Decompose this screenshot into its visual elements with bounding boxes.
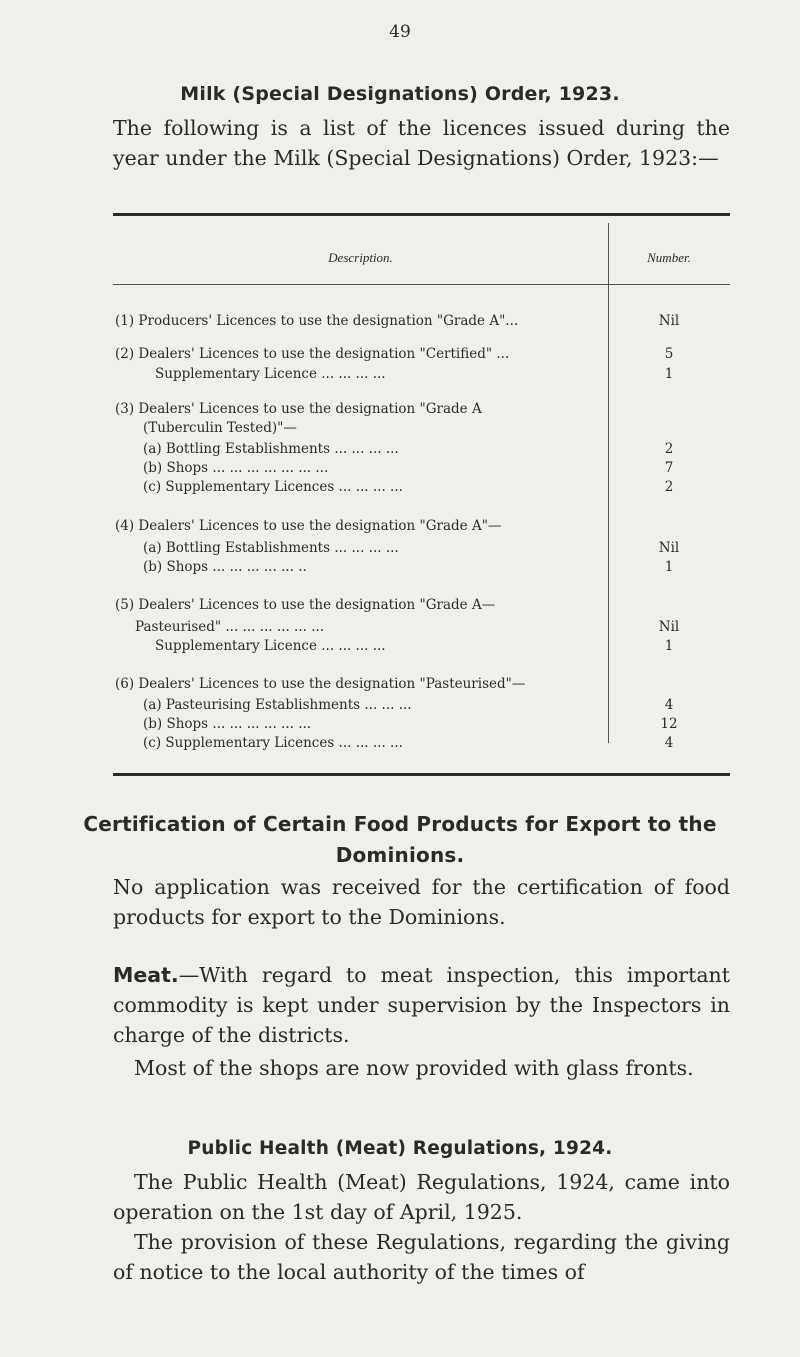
row-number: Nil [658, 540, 680, 556]
table-row [113, 638, 730, 658]
row-number: 7 [664, 460, 674, 476]
regulations-paragraph-2: The provision of these Regulations, regarding the giving of notice to the local authority of the times of [113, 1230, 730, 1284]
table-row [113, 420, 730, 440]
row-number: 2 [664, 441, 674, 457]
row-number: 1 [664, 559, 674, 575]
row-description: (Tuberculin Tested)"— [143, 420, 297, 436]
export-certification-heading-line1: Certification of Certain Food Products for Export to the [83, 812, 717, 836]
row-description: Supplementary Licence ... ... ... ... [155, 638, 386, 654]
table-header-rule [113, 284, 730, 285]
export-certification-heading-line2: Dominions. [335, 843, 465, 867]
row-number: 4 [664, 735, 674, 751]
row-description: (1) Producers' Licences to use the designation "Grade A"... [115, 313, 519, 329]
row-description: (b) Shops ... ... ... ... ... .. [143, 559, 307, 575]
row-description: (5) Dealers' Licences to use the designation "Grade A— [115, 597, 496, 613]
table-row [113, 441, 730, 461]
row-description: (c) Supplementary Licences ... ... ... ... [143, 735, 403, 751]
row-description: (a) Bottling Establishments ... ... ... ... [143, 441, 399, 457]
row-description: (4) Dealers' Licences to use the designation "Grade A"— [115, 518, 502, 534]
table-row [113, 366, 730, 386]
row-description: (a) Pasteurising Establishments ... ... ... [143, 697, 412, 713]
row-description: (a) Bottling Establishments ... ... ... ... [143, 540, 399, 556]
row-description: (6) Dealers' Licences to use the designation "Pasteurised"— [115, 676, 526, 692]
table-row [113, 716, 730, 736]
glass-fronts-paragraph: Most of the shops are now provided with glass fronts. [134, 1056, 694, 1080]
table-row [113, 401, 730, 421]
meat-regulations-heading: Public Health (Meat) Regulations, 1924. [187, 1138, 613, 1159]
regulations-paragraph-1: The Public Health (Meat) Regulations, 1924, came into operation on the 1st day of April, 1925. [113, 1170, 730, 1224]
row-description: (2) Dealers' Licences to use the designation "Certified" ... [115, 346, 510, 362]
row-description: (b) Shops ... ... ... ... ... ... [143, 716, 312, 732]
table-row [113, 735, 730, 755]
table-row [113, 619, 730, 639]
row-number: 1 [664, 638, 674, 654]
row-number: Nil [658, 619, 680, 635]
page-number: 49 [389, 22, 411, 42]
table-row [113, 540, 730, 560]
row-description: (c) Supplementary Licences ... ... ... ... [143, 479, 403, 495]
table-row [113, 697, 730, 717]
table-row [113, 559, 730, 579]
meat-paragraph [113, 960, 730, 1050]
table-row [113, 346, 730, 366]
row-description: (b) Shops ... ... ... ... ... ... ... [143, 460, 329, 476]
table-bottom-rule [113, 773, 730, 776]
row-number: 2 [664, 479, 674, 495]
export-certification-paragraph: No application was received for the certification of food products for export to the Dominions. [113, 875, 730, 929]
row-number: 12 [660, 716, 678, 732]
milk-intro-paragraph: The following is a list of the licences issued during the year under the Milk (Special Designations) Order, 1923:— [113, 116, 730, 170]
table-row [113, 313, 730, 333]
table-row [113, 676, 730, 696]
meat-body: —With regard to meat inspection, this important commodity is kept under supervision by the Inspectors in charge of the districts. [113, 963, 730, 1047]
meat-lead: Meat. [113, 963, 179, 987]
row-number: 5 [664, 346, 674, 362]
column-header-number: Number. [647, 250, 691, 265]
row-number: 1 [664, 366, 674, 382]
milk-order-heading: Milk (Special Designations) Order, 1923. [180, 83, 620, 105]
row-number: Nil [658, 313, 680, 329]
row-number: 4 [664, 697, 674, 713]
table-row [113, 479, 730, 499]
row-description: Supplementary Licence ... ... ... ... [155, 366, 386, 382]
row-description: Pasteurised" ... ... ... ... ... ... [135, 619, 325, 635]
table-top-rule [113, 213, 730, 216]
row-description: (3) Dealers' Licences to use the designation "Grade A [115, 401, 482, 417]
table-row [113, 460, 730, 480]
column-header-description: Description. [328, 250, 393, 265]
table-row [113, 597, 730, 617]
table-row [113, 518, 730, 538]
